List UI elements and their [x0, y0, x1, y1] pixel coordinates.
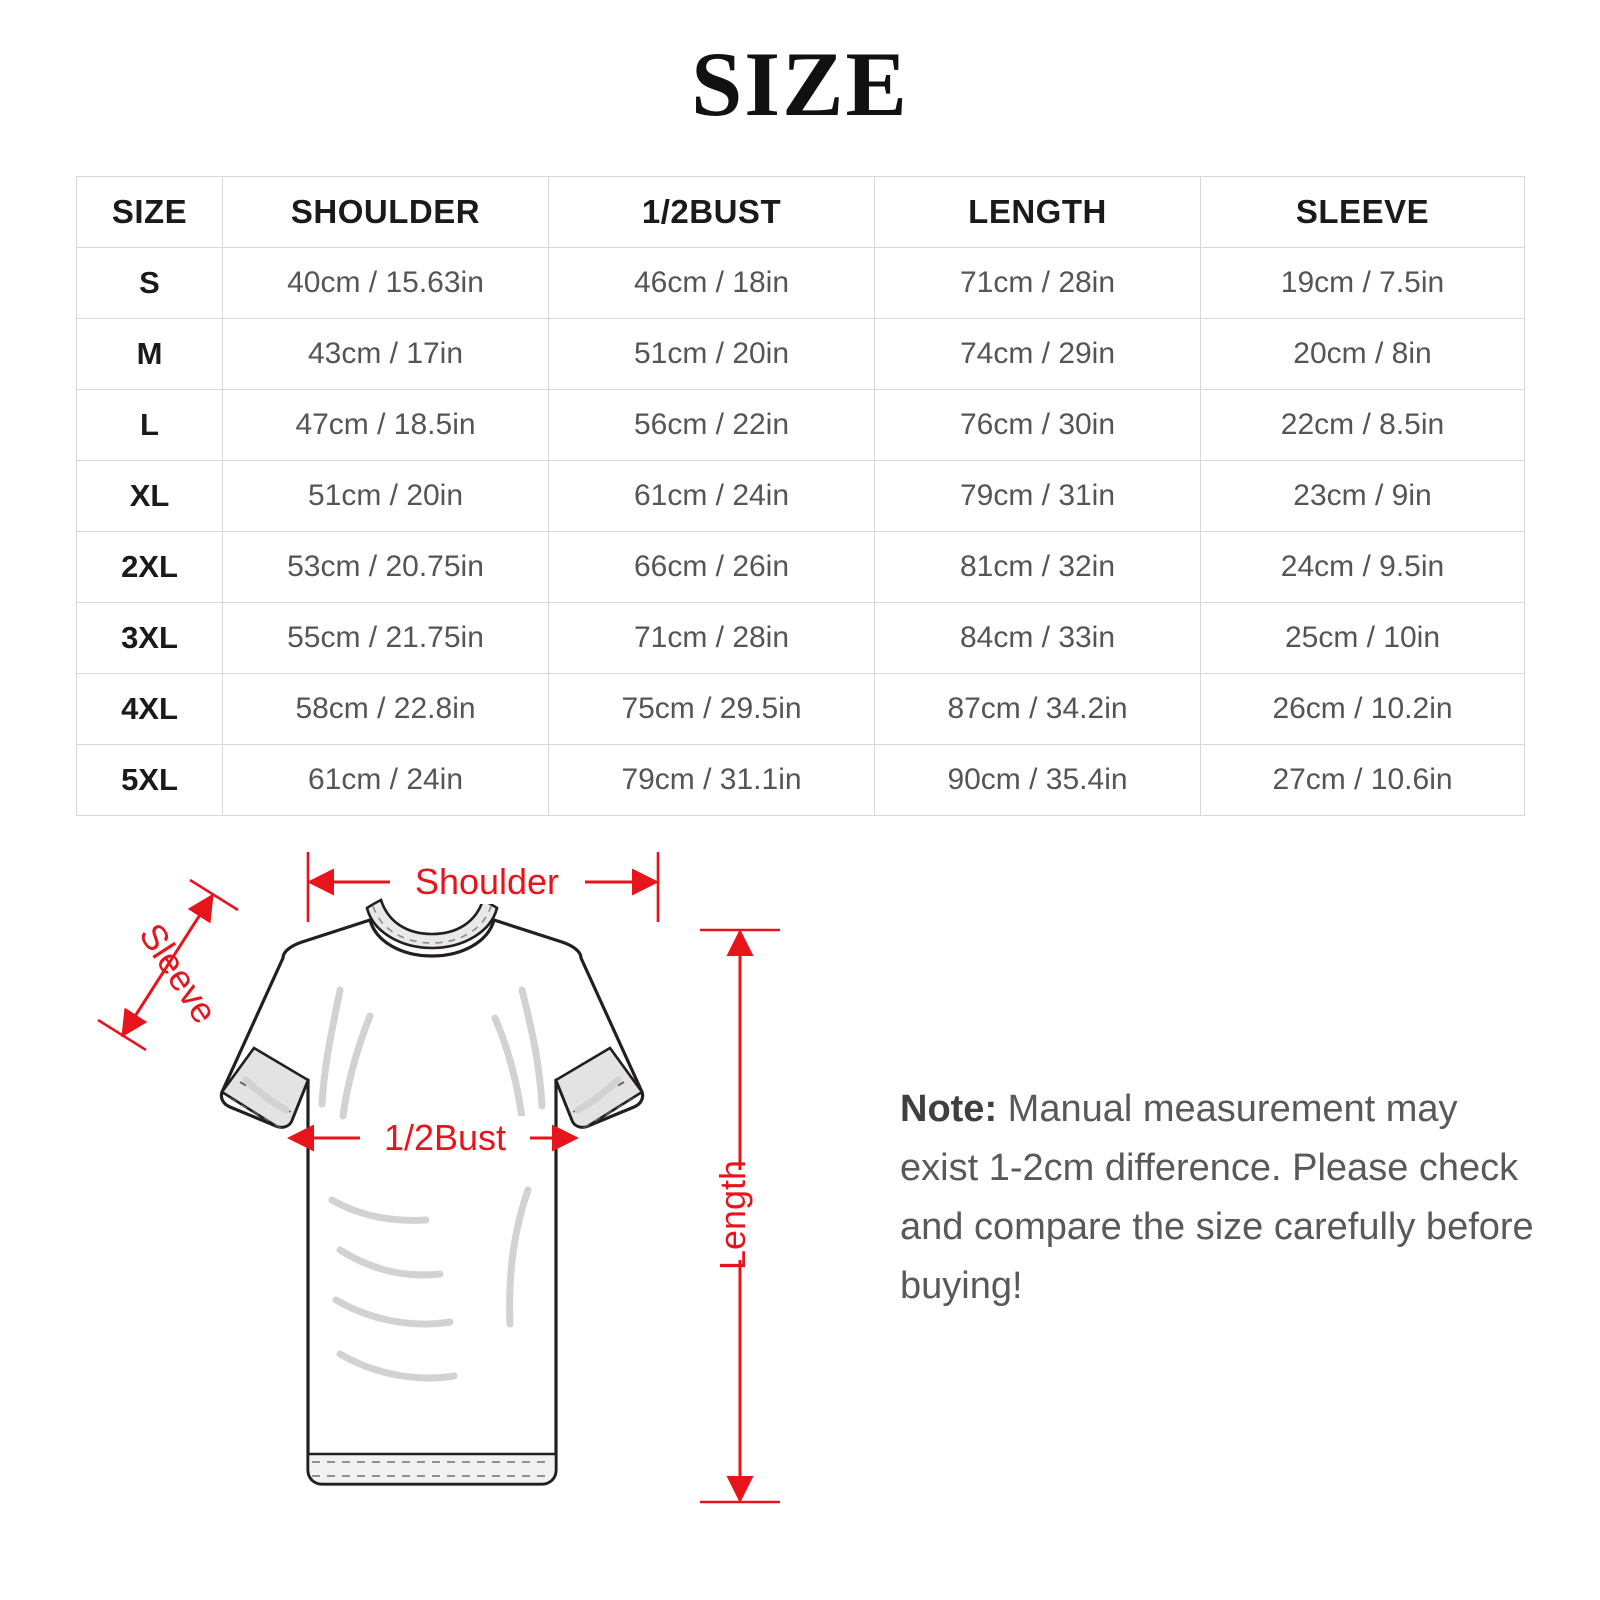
- cell-bust: 56cm / 22in: [549, 390, 875, 461]
- note-label: Note:: [900, 1088, 998, 1130]
- cell-bust: 46cm / 18in: [549, 248, 875, 319]
- cell-length: 79cm / 31in: [875, 461, 1201, 532]
- column-header-length: LENGTH: [875, 177, 1201, 248]
- cell-size: 5XL: [77, 745, 223, 816]
- cell-shoulder: 61cm / 24in: [223, 745, 549, 816]
- cell-sleeve: 26cm / 10.2in: [1201, 674, 1525, 745]
- table-row: [77, 674, 1525, 745]
- size-chart-table: [76, 176, 1525, 816]
- sleeve-label: Sleeve: [131, 915, 226, 1031]
- half-bust-label: 1/2Bust: [383, 1117, 507, 1158]
- table-header-row: [77, 177, 1525, 248]
- cell-length: 81cm / 32in: [875, 532, 1201, 603]
- column-header-sleeve: SLEEVE: [1201, 177, 1525, 248]
- table-row: [77, 319, 1525, 390]
- cell-sleeve: 22cm / 8.5in: [1201, 390, 1525, 461]
- cell-sleeve: 20cm / 8in: [1201, 319, 1525, 390]
- cell-length: 71cm / 28in: [875, 248, 1201, 319]
- cell-bust: 51cm / 20in: [549, 319, 875, 390]
- cell-sleeve: 25cm / 10in: [1201, 603, 1525, 674]
- table-row: [77, 390, 1525, 461]
- shoulder-label: Shoulder: [414, 861, 560, 902]
- cell-bust: 71cm / 28in: [549, 603, 875, 674]
- length-label: Length: [712, 1159, 753, 1271]
- cell-shoulder: 51cm / 20in: [223, 461, 549, 532]
- cell-bust: 61cm / 24in: [549, 461, 875, 532]
- cell-sleeve: 19cm / 7.5in: [1201, 248, 1525, 319]
- note-text: Manual measurement may exist 1-2cm difference. Please check and compare the size carefully before buying!: [900, 1088, 1534, 1307]
- cell-sleeve: 23cm / 9in: [1201, 461, 1525, 532]
- table-row: [77, 745, 1525, 816]
- cell-sleeve: 24cm / 9.5in: [1201, 532, 1525, 603]
- table-row: [77, 461, 1525, 532]
- sleeve-dimension: [98, 880, 238, 1050]
- column-header-size: SIZE: [77, 177, 223, 248]
- cell-shoulder: 58cm / 22.8in: [223, 674, 549, 745]
- cell-shoulder: 43cm / 17in: [223, 319, 549, 390]
- cell-bust: 75cm / 29.5in: [549, 674, 875, 745]
- cell-shoulder: 40cm / 15.63in: [223, 248, 549, 319]
- note-block: [900, 1080, 1540, 1316]
- cell-size: 2XL: [77, 532, 223, 603]
- cell-length: 90cm / 35.4in: [875, 745, 1201, 816]
- table-header: [77, 177, 1525, 248]
- column-header-shoulder: SHOULDER: [223, 177, 549, 248]
- size-chart-table-container: [76, 176, 1524, 816]
- length-dimension: [700, 930, 780, 1502]
- tshirt-illustration: [221, 900, 642, 1484]
- cell-bust: 66cm / 26in: [549, 532, 875, 603]
- cell-size: XL: [77, 461, 223, 532]
- cell-size: S: [77, 248, 223, 319]
- cell-size: M: [77, 319, 223, 390]
- table-body: [77, 248, 1525, 816]
- cell-length: 74cm / 29in: [875, 319, 1201, 390]
- table-row: [77, 603, 1525, 674]
- page-title: SIZE: [691, 33, 909, 135]
- column-header-bust: 1/2BUST: [549, 177, 875, 248]
- cell-size: 3XL: [77, 603, 223, 674]
- cell-length: 84cm / 33in: [875, 603, 1201, 674]
- cell-sleeve: 27cm / 10.6in: [1201, 745, 1525, 816]
- cell-length: 76cm / 30in: [875, 390, 1201, 461]
- cell-size: L: [77, 390, 223, 461]
- cell-bust: 79cm / 31.1in: [549, 745, 875, 816]
- cell-shoulder: 53cm / 20.75in: [223, 532, 549, 603]
- table-row: [77, 248, 1525, 319]
- cell-size: 4XL: [77, 674, 223, 745]
- table-row: [77, 532, 1525, 603]
- cell-shoulder: 55cm / 21.75in: [223, 603, 549, 674]
- cell-length: 87cm / 34.2in: [875, 674, 1201, 745]
- cell-shoulder: 47cm / 18.5in: [223, 390, 549, 461]
- measurement-diagram: [40, 830, 860, 1570]
